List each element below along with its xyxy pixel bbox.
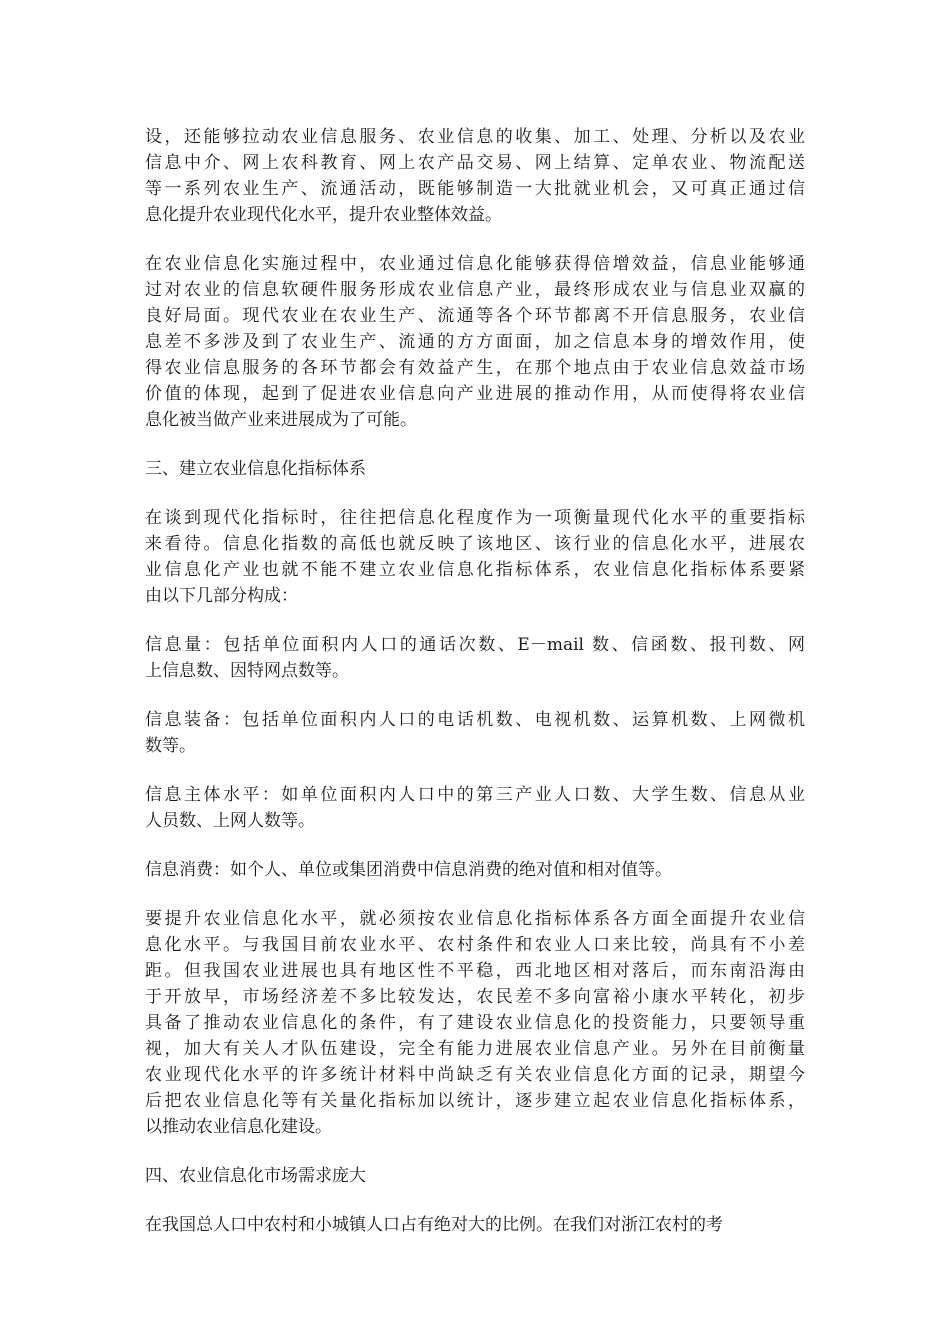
- text-line: 具备了推动农业信息化的条件，有了建设农业信息化的投资能力，只要领导重: [145, 1013, 805, 1033]
- text-line: 以推动农业信息化建设。: [145, 1117, 332, 1137]
- paragraph: [145, 505, 805, 609]
- text-line: 在农业信息化实施过程中，农业通过信息化能够获得倍增效益，信息业能够通: [145, 254, 805, 274]
- paragraph: [145, 124, 805, 228]
- paragraph: [145, 707, 805, 759]
- text-line: 信息中介、网上农科教育、网上农产品交易、网上结算、定单农业、物流配送: [145, 153, 805, 173]
- section-heading: [145, 1163, 805, 1189]
- text-line: 息化被当做产业来进展成为了可能。: [145, 410, 417, 430]
- text-line: 数等。: [145, 736, 196, 756]
- text-line: 价值的体现，起到了促进农业信息向产业进展的推动作用，从而使得将农业信: [145, 384, 805, 404]
- text-line: 等一系列农业生产、流通活动，既能够制造一大批就业机会，又可真正通过信: [145, 179, 805, 199]
- text-line: 息化提升农业现代化水平，提升农业整体效益。: [145, 205, 502, 225]
- text-line: 息化水平。与我国目前农业水平、农村条件和农业人口来比较，尚具有不小差: [145, 935, 805, 955]
- document-body: [145, 124, 805, 1261]
- text-line: 要提升农业信息化水平，就必须按农业信息化指标体系各方面全面提升农业信: [145, 909, 805, 929]
- text-line: 三、建立农业信息化指标体系: [145, 459, 366, 479]
- text-line: 得农业信息服务的各环节都会有效益产生，在那个地点由于农业信息效益市场: [145, 358, 805, 378]
- paragraph: [145, 632, 805, 684]
- text-line: 由以下几部分构成：: [145, 586, 298, 606]
- paragraph: [145, 1212, 805, 1238]
- section-heading: [145, 456, 805, 482]
- text-line: 业信息化产业也就不能不建立农业信息化指标体系，农业信息化指标体系要紧: [145, 560, 805, 580]
- text-line: 人员数、上网人数等。: [145, 811, 315, 831]
- text-line: 距。但我国农业进展也具有地区性不平稳，西北地区相对落后，而东南沿海由: [145, 961, 805, 981]
- text-line: 信息主体水平：如单位面积内人口中的第三产业人口数、大学生数、信息从业: [145, 785, 805, 805]
- text-line: 良好局面。现代农业在农业生产、流通等各个环节都离不开信息服务，农业信: [145, 306, 805, 326]
- text-line: 过对农业的信息软硬件服务形成农业信息产业，最终形成农业与信息业双赢的: [145, 280, 805, 300]
- text-line: 于开放早，市场经济差不多比较发达，农民差不多向富裕小康水平转化，初步: [145, 987, 805, 1007]
- paragraph: [145, 251, 805, 433]
- text-line: 农业现代化水平的许多统计材料中尚缺乏有关农业信息化方面的记录，期望今: [145, 1065, 805, 1085]
- text-line: 四、农业信息化市场需求庞大: [145, 1166, 366, 1186]
- text-line: 设，还能够拉动农业信息服务、农业信息的收集、加工、处理、分析以及农业: [145, 127, 805, 147]
- text-line: 上信息数、因特网点数等。: [145, 661, 349, 681]
- text-line: 息差不多涉及到了农业生产、流通的方方面面，加之信息本身的增效作用，使: [145, 332, 805, 352]
- paragraph: [145, 906, 805, 1140]
- text-line: 在我国总人口中农村和小城镇人口占有绝对大的比例。在我们对浙江农村的考: [145, 1215, 723, 1235]
- text-line: 后把农业信息化等有关量化指标加以统计，逐步建立起农业信息化指标体系，: [145, 1091, 805, 1111]
- text-line: 在谈到现代化指标时，往往把信息化程度作为一项衡量现代化水平的重要指标: [145, 508, 805, 528]
- paragraph: [145, 857, 805, 883]
- paragraph: [145, 782, 805, 834]
- text-line: 信息量：包括单位面积内人口的通话次数、E－mail 数、信函数、报刊数、网: [145, 635, 805, 655]
- text-line: 视，加大有关人才队伍建设，完全有能力进展农业信息产业。另外在目前衡量: [145, 1039, 805, 1059]
- text-line: 信息装备：包括单位面积内人口的电话机数、电视机数、运算机数、上网微机: [145, 710, 805, 730]
- text-line: 信息消费：如个人、单位或集团消费中信息消费的绝对值和相对值等。: [145, 860, 672, 880]
- text-line: 来看待。信息化指数的高低也就反映了该地区、该行业的信息化水平，进展农: [145, 534, 805, 554]
